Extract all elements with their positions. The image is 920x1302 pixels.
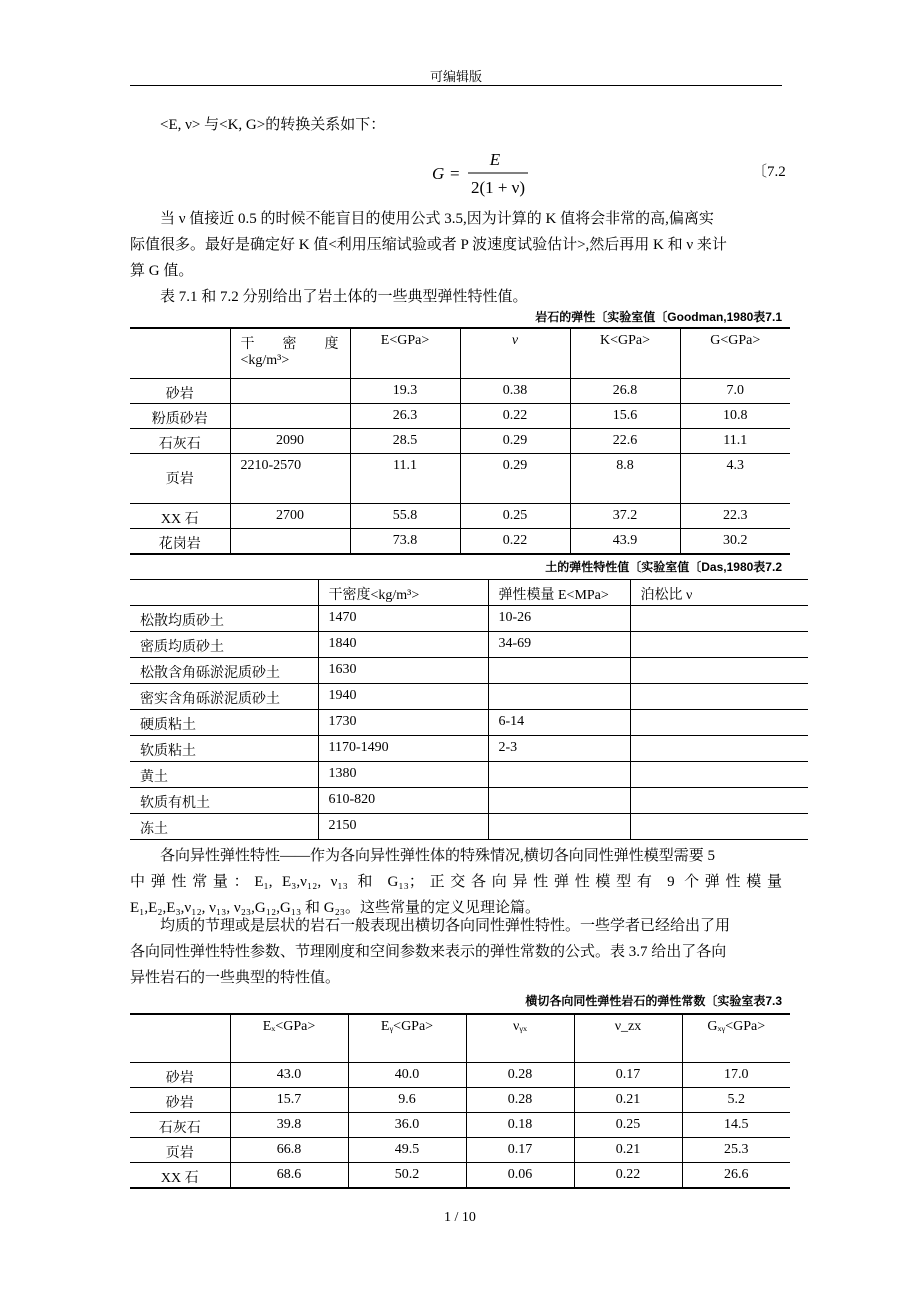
table-cell: 0.21 bbox=[574, 1087, 682, 1112]
table-cell: 0.22 bbox=[574, 1162, 682, 1188]
table-cell: 610-820 bbox=[318, 788, 488, 814]
table-cell: 1470 bbox=[318, 606, 488, 632]
table-cell: 25.3 bbox=[682, 1137, 790, 1162]
table-row bbox=[130, 658, 808, 684]
table-cell: 软质有机土 bbox=[130, 788, 318, 814]
table-cell: 11.1 bbox=[680, 428, 790, 453]
para3-line3: E₁,E₂,E₃,ν₁₂, ν₁₃, ν₂₃,G₁₂,G₁₃ 和 G₂₃。这些常量的定义见理论篇。 bbox=[130, 900, 541, 916]
table-cell bbox=[230, 378, 350, 403]
table-cell: 14.5 bbox=[682, 1112, 790, 1137]
table-cell: 49.5 bbox=[348, 1137, 466, 1162]
table-transverse-isotropic bbox=[130, 1013, 790, 1189]
table-cell: 5.2 bbox=[682, 1087, 790, 1112]
table-cell: 1170-1490 bbox=[318, 736, 488, 762]
table-cell bbox=[488, 658, 630, 684]
table-row bbox=[130, 736, 808, 762]
table2-head-E: 弹性模量 E<MPa> bbox=[488, 580, 630, 606]
table-row bbox=[130, 1062, 790, 1087]
table3-head-vzx: ν_zx bbox=[574, 1014, 682, 1062]
table-cell: 55.8 bbox=[350, 503, 460, 528]
table1-corner bbox=[130, 328, 230, 378]
table-row bbox=[130, 1162, 790, 1188]
table-cell: 松散均质砂土 bbox=[130, 606, 318, 632]
table1-head-density: 干 密 度 <kg/m³> bbox=[230, 328, 350, 378]
table-cell: 0.17 bbox=[574, 1062, 682, 1087]
table-cell bbox=[630, 814, 808, 840]
formula-7-2 bbox=[430, 145, 550, 205]
table-cell bbox=[630, 658, 808, 684]
table-cell: 10-26 bbox=[488, 606, 630, 632]
equation-number: 〔7.2 bbox=[752, 164, 786, 180]
table-cell: 石灰石 bbox=[130, 428, 230, 453]
table-cell: 68.6 bbox=[230, 1162, 348, 1188]
paragraph-3 bbox=[130, 843, 782, 921]
table-cell: 8.8 bbox=[570, 453, 680, 503]
table-cell: 0.06 bbox=[466, 1162, 574, 1188]
table-cell bbox=[488, 814, 630, 840]
table-cell: 粉质砂岩 bbox=[130, 403, 230, 428]
table-row bbox=[130, 762, 808, 788]
table-cell: 22.3 bbox=[680, 503, 790, 528]
table-cell: 黄土 bbox=[130, 762, 318, 788]
table2-head-v: 泊松比 ν bbox=[630, 580, 808, 606]
table-cell: 0.25 bbox=[574, 1112, 682, 1137]
table-cell: 密质均质砂土 bbox=[130, 632, 318, 658]
table-cell: 0.28 bbox=[466, 1087, 574, 1112]
paragraph-4 bbox=[130, 913, 782, 991]
para1-line1: 当 ν 值接近 0.5 的时候不能盲目的使用公式 3.5,因为计算的 K 值将会非常的高,偏离实 bbox=[160, 211, 714, 227]
table3-caption: 横切各向同性弹性岩石的弹性常数〔实验室表7.3 bbox=[525, 994, 782, 1008]
table-cell bbox=[630, 684, 808, 710]
table-cell: 0.22 bbox=[460, 403, 570, 428]
table-cell: 0.18 bbox=[466, 1112, 574, 1137]
table-cell: 26.8 bbox=[570, 378, 680, 403]
table-row bbox=[130, 684, 808, 710]
formula-equals: = bbox=[450, 164, 460, 183]
table1-head-G: G<GPa> bbox=[680, 328, 790, 378]
table2-head-density: 干密度<kg/m³> bbox=[318, 580, 488, 606]
formula-denominator: 2(1 + ν) bbox=[470, 178, 526, 197]
table2-caption: 土的弹性特性值〔实验室值〔Das,1980表7.2 bbox=[545, 560, 782, 574]
table-cell: 19.3 bbox=[350, 378, 460, 403]
para4-line3: 异性岩石的一些典型的特性值。 bbox=[130, 970, 341, 986]
table1-caption: 岩石的弹性〔实验室值〔Goodman,1980表7.1 bbox=[535, 310, 782, 324]
page-header: 可编辑版 bbox=[429, 69, 482, 84]
table1-head-v: ν bbox=[460, 328, 570, 378]
table-cell: 1940 bbox=[318, 684, 488, 710]
table-cell: 43.0 bbox=[230, 1062, 348, 1087]
table-cell: 石灰石 bbox=[130, 1112, 230, 1137]
formula-numerator: E bbox=[489, 150, 501, 169]
table-cell: 1730 bbox=[318, 710, 488, 736]
table-row bbox=[130, 453, 790, 503]
table-row bbox=[130, 788, 808, 814]
table2-corner bbox=[130, 580, 318, 606]
table-cell: 2-3 bbox=[488, 736, 630, 762]
table-soil-elastic bbox=[130, 579, 808, 840]
table-cell: 1840 bbox=[318, 632, 488, 658]
paragraph-2 bbox=[130, 284, 782, 310]
table-row bbox=[130, 814, 808, 840]
table-cell: 50.2 bbox=[348, 1162, 466, 1188]
header-divider bbox=[130, 85, 782, 86]
table-cell: 0.25 bbox=[460, 503, 570, 528]
table-cell: 砂岩 bbox=[130, 378, 230, 403]
table2-header-row bbox=[130, 580, 808, 606]
table-cell bbox=[630, 762, 808, 788]
table-cell bbox=[488, 788, 630, 814]
table-cell bbox=[630, 710, 808, 736]
table-cell: 10.8 bbox=[680, 403, 790, 428]
table3-head-Gxy: Gₓᵧ<GPa> bbox=[682, 1014, 790, 1062]
table3-corner bbox=[130, 1014, 230, 1062]
table3-head-Ex: Eₓ<GPa> bbox=[230, 1014, 348, 1062]
table-cell bbox=[230, 528, 350, 554]
table-cell: 1380 bbox=[318, 762, 488, 788]
table3-head-Ey: Eᵧ<GPa> bbox=[348, 1014, 466, 1062]
table-row bbox=[130, 1137, 790, 1162]
table-cell: 6-14 bbox=[488, 710, 630, 736]
table3-head-vyx: νᵧₓ bbox=[466, 1014, 574, 1062]
para3-line2: 中弹性常量：E₁, E₃,ν₁₂, ν₁₃ 和 G₁₃；正交各向异性弹性模型有 9 个弹性模量 bbox=[130, 874, 782, 890]
table-cell: 37.2 bbox=[570, 503, 680, 528]
table-cell: 36.0 bbox=[348, 1112, 466, 1137]
table-cell: 66.8 bbox=[230, 1137, 348, 1162]
table-cell: 7.0 bbox=[680, 378, 790, 403]
formula-lhs: G bbox=[432, 164, 445, 183]
table-cell: 软质粘土 bbox=[130, 736, 318, 762]
table-cell bbox=[488, 684, 630, 710]
paragraph-1 bbox=[130, 206, 782, 284]
table-cell: 2700 bbox=[230, 503, 350, 528]
para2-text: 表 7.1 和 7.2 分别给出了岩土体的一些典型弹性特性值。 bbox=[160, 289, 528, 305]
table-cell: 26.3 bbox=[350, 403, 460, 428]
table-cell: 0.29 bbox=[460, 453, 570, 503]
table-cell: 4.3 bbox=[680, 453, 790, 503]
table-row bbox=[130, 378, 790, 403]
para4-line2: 各向同性弹性特性参数、节理刚度和空间参数来表示的弹性常数的公式。表 3.7 给出了各向 bbox=[130, 944, 727, 960]
table-cell: XX 石 bbox=[130, 503, 230, 528]
table-cell: 密实含角砾淤泥质砂土 bbox=[130, 684, 318, 710]
table-cell: 2150 bbox=[318, 814, 488, 840]
table1-header-row bbox=[130, 328, 790, 378]
table-cell bbox=[230, 403, 350, 428]
table-cell: 0.21 bbox=[574, 1137, 682, 1162]
table-cell bbox=[630, 632, 808, 658]
table-cell: 松散含角砾淤泥质砂土 bbox=[130, 658, 318, 684]
table-cell: 0.22 bbox=[460, 528, 570, 554]
table-row bbox=[130, 1087, 790, 1112]
table-cell: 15.6 bbox=[570, 403, 680, 428]
page-number: 1 / 10 bbox=[444, 1210, 476, 1225]
table-cell: 28.5 bbox=[350, 428, 460, 453]
table-cell: 0.17 bbox=[466, 1137, 574, 1162]
para4-line1: 均质的节理或是层状的岩石一般表现出横切各向同性弹性特性。一些学者已经给出了用 bbox=[160, 918, 731, 934]
table-row bbox=[130, 632, 808, 658]
table-cell: 40.0 bbox=[348, 1062, 466, 1087]
table-cell: 34-69 bbox=[488, 632, 630, 658]
table-cell: 页岩 bbox=[130, 1137, 230, 1162]
table-cell: 0.28 bbox=[466, 1062, 574, 1087]
para1-line2: 际值很多。最好是确定好 K 值<利用压缩试验或者 P 波速度试验估计>,然后再用 K 和 ν 来计 bbox=[130, 237, 727, 253]
table-cell: 砂岩 bbox=[130, 1087, 230, 1112]
table-row bbox=[130, 403, 790, 428]
table-cell: 花岗岩 bbox=[130, 528, 230, 554]
table-cell: 11.1 bbox=[350, 453, 460, 503]
table-cell: 17.0 bbox=[682, 1062, 790, 1087]
table-cell: 冻土 bbox=[130, 814, 318, 840]
table-row bbox=[130, 503, 790, 528]
table-rock-elastic bbox=[130, 327, 790, 555]
table-cell: 9.6 bbox=[348, 1087, 466, 1112]
table-cell: 39.8 bbox=[230, 1112, 348, 1137]
table-cell: 73.8 bbox=[350, 528, 460, 554]
table-cell: 43.9 bbox=[570, 528, 680, 554]
table-cell bbox=[630, 788, 808, 814]
para3-line1: 各向异性弹性特性——作为各向异性弹性体的特殊情况,横切各向同性弹性模型需要 5 bbox=[160, 848, 716, 864]
table-cell: 1630 bbox=[318, 658, 488, 684]
table-row bbox=[130, 710, 808, 736]
table-cell: 15.7 bbox=[230, 1087, 348, 1112]
table-row bbox=[130, 1112, 790, 1137]
para1-line3: 算 G 值。 bbox=[130, 263, 194, 279]
table-cell: 22.6 bbox=[570, 428, 680, 453]
table1-head-K: K<GPa> bbox=[570, 328, 680, 378]
table-cell bbox=[630, 606, 808, 632]
table-cell: 26.6 bbox=[682, 1162, 790, 1188]
table-cell: 2090 bbox=[230, 428, 350, 453]
table-cell bbox=[630, 736, 808, 762]
table-cell: 砂岩 bbox=[130, 1062, 230, 1087]
table-cell bbox=[488, 762, 630, 788]
table-cell: XX 石 bbox=[130, 1162, 230, 1188]
table3-header-row bbox=[130, 1014, 790, 1062]
intro-text: <E, ν> 与<K, G>的转换关系如下： bbox=[160, 117, 386, 133]
table-cell: 硬质粘土 bbox=[130, 710, 318, 736]
table1-head-E: E<GPa> bbox=[350, 328, 460, 378]
table-row bbox=[130, 428, 790, 453]
table-cell: 页岩 bbox=[130, 453, 230, 503]
table-cell: 2210-2570 bbox=[230, 453, 350, 503]
table-cell: 30.2 bbox=[680, 528, 790, 554]
table-cell: 0.38 bbox=[460, 378, 570, 403]
table-row bbox=[130, 528, 790, 554]
table-cell: 0.29 bbox=[460, 428, 570, 453]
table-row bbox=[130, 606, 808, 632]
intro-paragraph bbox=[130, 112, 782, 138]
